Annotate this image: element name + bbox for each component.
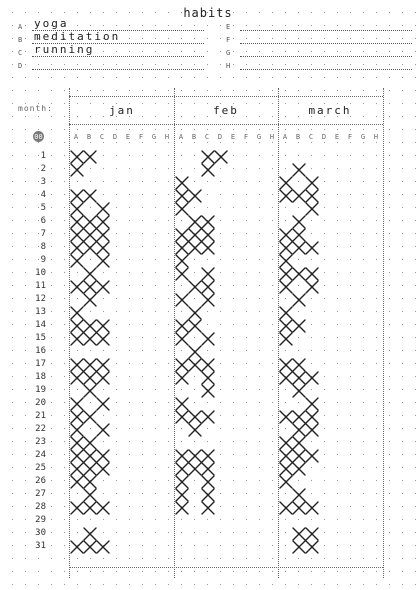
check-mark[interactable]	[84, 437, 96, 449]
check-mark[interactable]	[202, 502, 214, 514]
check-mark[interactable]	[84, 320, 96, 332]
check-mark[interactable]	[84, 281, 96, 293]
check-mark[interactable]	[202, 463, 214, 475]
check-mark[interactable]	[97, 242, 109, 254]
check-mark[interactable]	[293, 359, 305, 371]
check-mark[interactable]	[97, 229, 109, 241]
column-letter: C	[204, 133, 210, 141]
column-letter: H	[373, 133, 379, 141]
check-mark[interactable]	[306, 450, 318, 462]
day-number: 30	[35, 528, 46, 538]
habit-letter: B	[18, 36, 23, 44]
day-number: 20	[35, 398, 46, 408]
check-mark[interactable]	[84, 502, 96, 514]
check-mark[interactable]	[202, 385, 214, 397]
check-mark[interactable]	[293, 528, 305, 540]
check-mark[interactable]	[202, 294, 214, 306]
day-number: 3	[40, 177, 46, 187]
day-number: 29	[35, 515, 46, 525]
check-mark[interactable]	[280, 333, 292, 345]
check-mark[interactable]	[306, 411, 318, 423]
column-letter: B	[295, 133, 301, 141]
day-number: 5	[40, 203, 46, 213]
check-mark[interactable]	[189, 307, 201, 319]
check-mark[interactable]	[215, 151, 227, 163]
check-mark[interactable]	[176, 320, 188, 332]
month-march: march	[308, 103, 352, 117]
check-mark[interactable]	[306, 190, 318, 202]
month-label: month:	[18, 104, 53, 113]
check-mark[interactable]	[176, 476, 188, 488]
check-mark[interactable]	[293, 385, 305, 397]
check-mark[interactable]	[280, 307, 292, 319]
check-mark[interactable]	[202, 333, 214, 345]
check-mark[interactable]	[71, 203, 83, 215]
day-number: 17	[35, 359, 46, 369]
check-mark[interactable]	[176, 268, 188, 280]
check-mark[interactable]	[280, 502, 292, 514]
check-mark[interactable]	[71, 255, 83, 267]
check-mark[interactable]	[84, 372, 96, 384]
check-mark[interactable]	[280, 268, 292, 280]
check-mark[interactable]	[71, 164, 83, 176]
check-mark[interactable]	[293, 450, 305, 462]
check-mark[interactable]	[176, 255, 188, 267]
check-mark[interactable]	[306, 502, 318, 514]
check-mark[interactable]	[189, 320, 201, 332]
day-number: 1	[40, 151, 46, 161]
check-mark[interactable]	[97, 333, 109, 345]
check-mark[interactable]	[97, 541, 109, 553]
check-mark[interactable]	[306, 268, 318, 280]
day-number: 19	[35, 385, 46, 395]
check-mark[interactable]	[71, 450, 83, 462]
check-mark[interactable]	[293, 320, 305, 332]
habit-letter: C	[18, 49, 23, 57]
check-mark[interactable]	[306, 203, 318, 215]
check-mark[interactable]	[202, 476, 214, 488]
check-mark[interactable]	[176, 411, 188, 423]
column-letter: A	[73, 133, 79, 141]
day-number: 15	[35, 333, 46, 343]
check-mark[interactable]	[202, 411, 214, 423]
check-mark[interactable]	[84, 450, 96, 462]
check-mark[interactable]	[189, 359, 201, 371]
check-mark[interactable]	[84, 242, 96, 254]
check-mark[interactable]	[71, 437, 83, 449]
check-mark[interactable]	[189, 190, 201, 202]
check-mark[interactable]	[176, 502, 188, 514]
check-mark[interactable]	[306, 528, 318, 540]
check-mark[interactable]	[176, 203, 188, 215]
check-mark[interactable]	[84, 151, 96, 163]
check-mark[interactable]	[84, 463, 96, 475]
check-mark[interactable]	[176, 450, 188, 462]
check-mark[interactable]	[306, 398, 318, 410]
day-number: 27	[35, 489, 46, 499]
check-mark[interactable]	[293, 268, 305, 280]
check-mark[interactable]	[97, 463, 109, 475]
check-mark[interactable]	[306, 242, 318, 254]
check-mark[interactable]	[84, 216, 96, 228]
check-mark[interactable]	[71, 463, 83, 475]
day-number: 6	[40, 216, 46, 226]
check-mark[interactable]	[189, 463, 201, 475]
check-mark[interactable]	[71, 541, 83, 553]
check-mark[interactable]	[293, 489, 305, 501]
habit-letter: G	[226, 49, 231, 57]
column-letter: F	[347, 133, 353, 141]
check-mark[interactable]	[84, 359, 96, 371]
check-mark[interactable]	[293, 164, 305, 176]
check-mark[interactable]	[202, 229, 214, 241]
check-mark[interactable]	[202, 151, 214, 163]
month-feb: feb	[213, 103, 239, 117]
day-number: 2	[40, 164, 46, 174]
day-number: 18	[35, 372, 46, 382]
check-mark[interactable]	[71, 411, 83, 423]
check-mark[interactable]	[189, 424, 201, 436]
check-mark[interactable]	[293, 229, 305, 241]
day-number: 25	[35, 463, 46, 473]
check-mark[interactable]	[293, 294, 305, 306]
check-mark[interactable]	[280, 242, 292, 254]
check-mark[interactable]	[306, 281, 318, 293]
check-mark[interactable]	[293, 242, 305, 254]
column-letter: H	[269, 133, 275, 141]
check-mark[interactable]	[293, 424, 305, 436]
day-number: 14	[35, 320, 46, 330]
column-letter: E	[334, 133, 340, 141]
day-number: 22	[35, 424, 46, 434]
check-mark[interactable]	[280, 255, 292, 267]
check-mark[interactable]	[71, 190, 83, 202]
check-mark[interactable]	[189, 229, 201, 241]
check-mark[interactable]	[97, 203, 109, 215]
check-mark[interactable]	[280, 281, 292, 293]
check-mark[interactable]	[84, 541, 96, 553]
column-letter: D	[217, 133, 223, 141]
check-mark[interactable]	[202, 372, 214, 384]
day-number: 23	[35, 437, 46, 447]
check-mark[interactable]	[176, 177, 188, 189]
check-mark[interactable]	[280, 190, 292, 202]
check-mark[interactable]	[71, 320, 83, 332]
day-number: 7	[40, 229, 46, 239]
day-number: 21	[35, 411, 46, 421]
day-number: 8	[40, 242, 46, 252]
check-mark[interactable]	[189, 450, 201, 462]
check-mark[interactable]	[280, 411, 292, 423]
check-mark[interactable]	[84, 333, 96, 345]
check-mark[interactable]	[202, 216, 214, 228]
check-mark[interactable]	[280, 463, 292, 475]
day-number: 10	[35, 268, 46, 278]
day-number: 16	[35, 346, 46, 356]
check-mark[interactable]	[306, 424, 318, 436]
check-mark[interactable]	[176, 242, 188, 254]
check-mark[interactable]	[189, 346, 201, 358]
column-letter: G	[151, 133, 157, 141]
check-mark[interactable]	[202, 450, 214, 462]
check-mark[interactable]	[202, 281, 214, 293]
check-mark[interactable]	[97, 424, 109, 436]
check-mark[interactable]	[280, 476, 292, 488]
check-mark[interactable]	[176, 333, 188, 345]
check-mark[interactable]	[84, 229, 96, 241]
check-mark[interactable]	[306, 177, 318, 189]
check-mark[interactable]	[71, 216, 83, 228]
column-letter: A	[282, 133, 288, 141]
check-mark[interactable]	[306, 372, 318, 384]
check-mark[interactable]	[84, 528, 96, 540]
check-mark[interactable]	[176, 463, 188, 475]
check-mark[interactable]	[293, 463, 305, 475]
check-mark[interactable]	[189, 281, 201, 293]
day-header-badge: 00	[34, 132, 43, 141]
day-number: 26	[35, 476, 46, 486]
check-mark[interactable]	[280, 320, 292, 332]
check-mark[interactable]	[176, 294, 188, 306]
check-mark[interactable]	[84, 489, 96, 501]
habit-name: meditation	[34, 30, 121, 43]
check-mark[interactable]	[280, 437, 292, 449]
check-mark[interactable]	[97, 216, 109, 228]
check-mark[interactable]	[189, 242, 201, 254]
day-number: 24	[35, 450, 46, 460]
check-mark[interactable]	[176, 398, 188, 410]
check-mark[interactable]	[71, 476, 83, 488]
check-mark[interactable]	[202, 164, 214, 176]
column-letter: E	[230, 133, 236, 141]
check-mark[interactable]	[293, 372, 305, 384]
column-letter: B	[86, 133, 92, 141]
check-mark[interactable]	[176, 372, 188, 384]
column-letter: A	[178, 133, 184, 141]
check-mark[interactable]	[71, 359, 83, 371]
check-mark[interactable]	[71, 502, 83, 514]
check-mark[interactable]	[71, 281, 83, 293]
check-mark[interactable]	[71, 229, 83, 241]
column-letter: H	[164, 133, 170, 141]
check-mark[interactable]	[280, 359, 292, 371]
day-number: 9	[40, 255, 46, 265]
habit-letter: F	[226, 36, 231, 44]
check-mark[interactable]	[202, 268, 214, 280]
habit-letter: A	[18, 23, 23, 31]
check-mark[interactable]	[280, 372, 292, 384]
check-mark[interactable]	[97, 359, 109, 371]
check-mark[interactable]	[176, 190, 188, 202]
check-mark[interactable]	[293, 502, 305, 514]
column-letter: G	[360, 133, 366, 141]
day-number: 31	[35, 541, 46, 551]
habit-name: yoga	[34, 17, 69, 30]
check-mark[interactable]	[293, 190, 305, 202]
check-mark[interactable]	[97, 320, 109, 332]
check-mark[interactable]	[84, 268, 96, 280]
check-mark[interactable]	[293, 216, 305, 228]
check-mark[interactable]	[71, 333, 83, 345]
day-number: 13	[35, 307, 46, 317]
check-mark[interactable]	[84, 385, 96, 397]
day-number: 11	[35, 281, 46, 291]
check-mark[interactable]	[71, 424, 83, 436]
check-mark[interactable]	[293, 437, 305, 449]
check-mark[interactable]	[84, 190, 96, 202]
column-letter: C	[99, 133, 105, 141]
day-number: 12	[35, 294, 46, 304]
column-letter: F	[138, 133, 144, 141]
check-mark[interactable]	[306, 541, 318, 553]
check-mark[interactable]	[280, 229, 292, 241]
month-jan: jan	[109, 103, 135, 117]
check-mark[interactable]	[176, 359, 188, 371]
check-mark[interactable]	[202, 489, 214, 501]
check-mark[interactable]	[71, 398, 83, 410]
check-mark[interactable]	[71, 372, 83, 384]
column-letter: C	[308, 133, 314, 141]
habit-letter: E	[226, 23, 231, 31]
check-mark[interactable]	[97, 255, 109, 267]
column-letter: D	[321, 133, 327, 141]
column-letter: E	[125, 133, 131, 141]
check-mark[interactable]	[71, 307, 83, 319]
check-mark[interactable]	[71, 151, 83, 163]
check-mark[interactable]	[97, 372, 109, 384]
check-mark[interactable]	[84, 476, 96, 488]
day-number: 4	[40, 190, 46, 200]
habit-name: running	[34, 43, 95, 56]
check-mark[interactable]	[71, 242, 83, 254]
check-mark[interactable]	[97, 450, 109, 462]
day-number: 28	[35, 502, 46, 512]
check-mark[interactable]	[97, 502, 109, 514]
check-mark[interactable]	[97, 281, 109, 293]
check-mark[interactable]	[189, 216, 201, 228]
check-mark[interactable]	[176, 229, 188, 241]
check-mark[interactable]	[189, 411, 201, 423]
check-mark[interactable]	[202, 242, 214, 254]
check-mark[interactable]	[202, 359, 214, 371]
column-letter: D	[112, 133, 118, 141]
check-mark[interactable]	[280, 450, 292, 462]
check-mark[interactable]	[97, 398, 109, 410]
check-mark[interactable]	[293, 411, 305, 423]
habit-letter: H	[226, 62, 231, 70]
check-mark[interactable]	[84, 411, 96, 423]
habit-letter: D	[18, 62, 23, 70]
page-title: habits	[183, 6, 233, 20]
check-mark[interactable]	[280, 177, 292, 189]
column-letter: F	[243, 133, 249, 141]
column-letter: G	[256, 133, 262, 141]
check-mark[interactable]	[293, 541, 305, 553]
column-letter: B	[191, 133, 197, 141]
check-mark[interactable]	[84, 294, 96, 306]
check-mark[interactable]	[176, 489, 188, 501]
